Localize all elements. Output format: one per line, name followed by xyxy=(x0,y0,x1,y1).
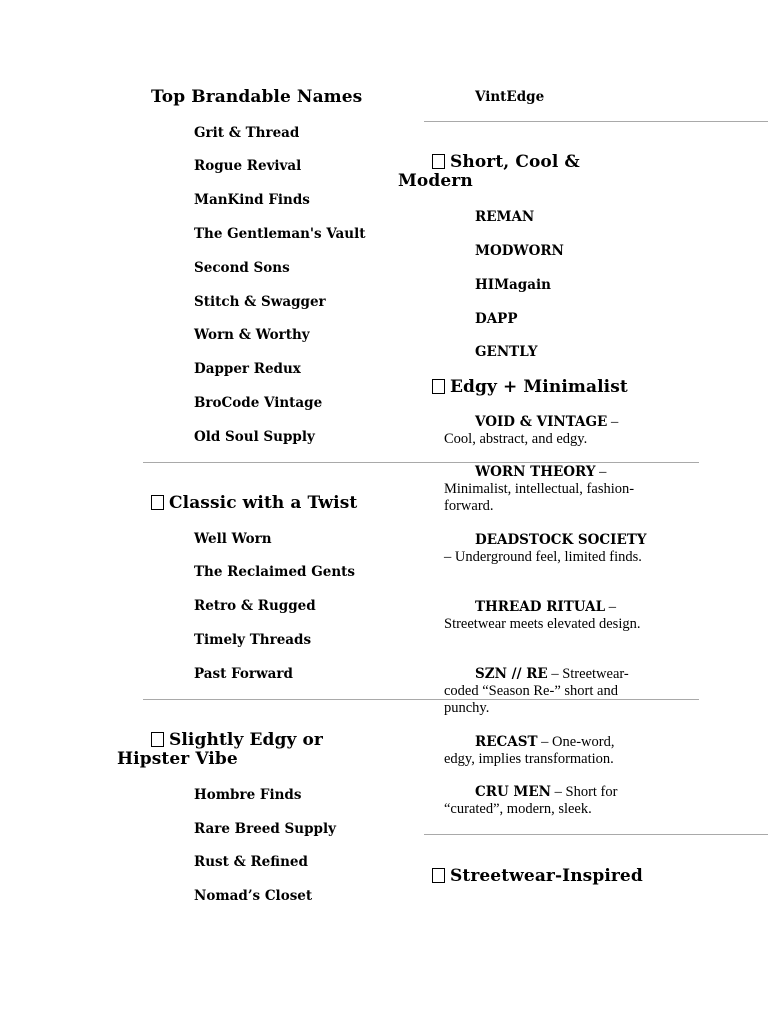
top-item: BroCode Vintage xyxy=(194,395,323,411)
divider xyxy=(424,834,768,835)
missing-glyph-icon xyxy=(151,732,164,747)
edgy-heading: Slightly Edgy or xyxy=(151,731,323,750)
minimal-entry: THREAD RITUAL – Streetwear meets elevated design. xyxy=(444,599,641,632)
classic-heading: Classic with a Twist xyxy=(151,494,357,513)
top-brandable-heading: Top Brandable Names xyxy=(151,87,363,107)
classic-item: Well Worn xyxy=(194,531,272,547)
short-item: MODWORN xyxy=(475,243,564,259)
missing-glyph-icon xyxy=(151,495,164,510)
entry-name: SZN // RE xyxy=(475,666,548,682)
short-cool-heading-line2: Modern xyxy=(398,171,473,191)
minimal-entry: WORN THEORY – Minimalist, intellectual, fashion-forward. xyxy=(444,464,635,514)
edgy-item: Hombre Finds xyxy=(194,787,302,803)
classic-item: Past Forward xyxy=(194,666,293,682)
divider xyxy=(424,121,768,122)
top-item: Second Sons xyxy=(194,260,290,276)
vintedge-item: VintEdge xyxy=(475,89,545,105)
entry-desc: Cool, abstract, and edgy. xyxy=(444,431,588,447)
entry-name: RECAST xyxy=(475,734,538,750)
classic-item: The Reclaimed Gents xyxy=(194,564,355,580)
streetwear-heading: Streetwear-Inspired xyxy=(432,867,643,886)
entry-name: WORN THEORY xyxy=(475,464,596,480)
short-cool-heading: Short, Cool & xyxy=(432,153,580,172)
edgy-heading-line2: Hipster Vibe xyxy=(117,749,238,769)
entry-name: CRU MEN xyxy=(475,784,552,800)
entry-desc: edgy, implies transformation. xyxy=(444,751,614,767)
entry-desc: Minimalist, intellectual, fashion-forward. xyxy=(444,481,635,514)
entry-desc: – Underground feel, limited finds. xyxy=(444,549,642,565)
entry-name: THREAD RITUAL xyxy=(475,599,606,615)
edgy-minimalist-heading: Edgy + Minimalist xyxy=(432,378,628,397)
divider xyxy=(143,462,699,463)
missing-glyph-icon xyxy=(432,868,445,883)
top-item: ManKind Finds xyxy=(194,192,310,208)
entry-desc: “curated”, modern, sleek. xyxy=(444,801,592,817)
top-item: Old Soul Supply xyxy=(194,429,315,445)
edgy-item: Nomad’s Closet xyxy=(194,888,313,904)
classic-item: Timely Threads xyxy=(194,632,312,648)
edgy-item: Rust & Refined xyxy=(194,854,308,870)
short-item: GENTLY xyxy=(475,344,538,360)
short-item: REMAN xyxy=(475,209,535,225)
minimal-entry: VOID & VINTAGE – Cool, abstract, and edgy. xyxy=(444,414,619,447)
missing-glyph-icon xyxy=(432,379,445,394)
top-item: Worn & Worthy xyxy=(194,327,310,343)
top-item: Dapper Redux xyxy=(194,361,301,377)
top-item: Rogue Revival xyxy=(194,158,302,174)
top-item: Grit & Thread xyxy=(194,125,300,141)
short-item: HIMagain xyxy=(475,277,551,293)
missing-glyph-icon xyxy=(432,154,445,169)
edgy-item: Rare Breed Supply xyxy=(194,821,336,837)
entry-name: VOID & VINTAGE xyxy=(475,414,608,430)
classic-item: Retro & Rugged xyxy=(194,598,316,614)
minimal-entry xyxy=(444,532,659,566)
entry-desc: coded “Season Re-” short and punchy. xyxy=(444,683,618,716)
minimal-entry: RECAST – One-word, edgy, implies transformation. xyxy=(444,734,615,767)
minimal-entry: SZN // RE – Streetwear- coded “Season Re-” short and punchy. xyxy=(444,666,629,716)
entry-name: DEADSTOCK SOCIETY xyxy=(475,532,647,548)
minimal-entry: CRU MEN – Short for “curated”, modern, sleek. xyxy=(444,784,618,817)
top-item: Stitch & Swagger xyxy=(194,294,326,310)
top-item: The Gentleman's Vault xyxy=(194,226,366,242)
short-item: DAPP xyxy=(475,311,518,327)
entry-desc: Streetwear meets elevated design. xyxy=(444,616,641,632)
